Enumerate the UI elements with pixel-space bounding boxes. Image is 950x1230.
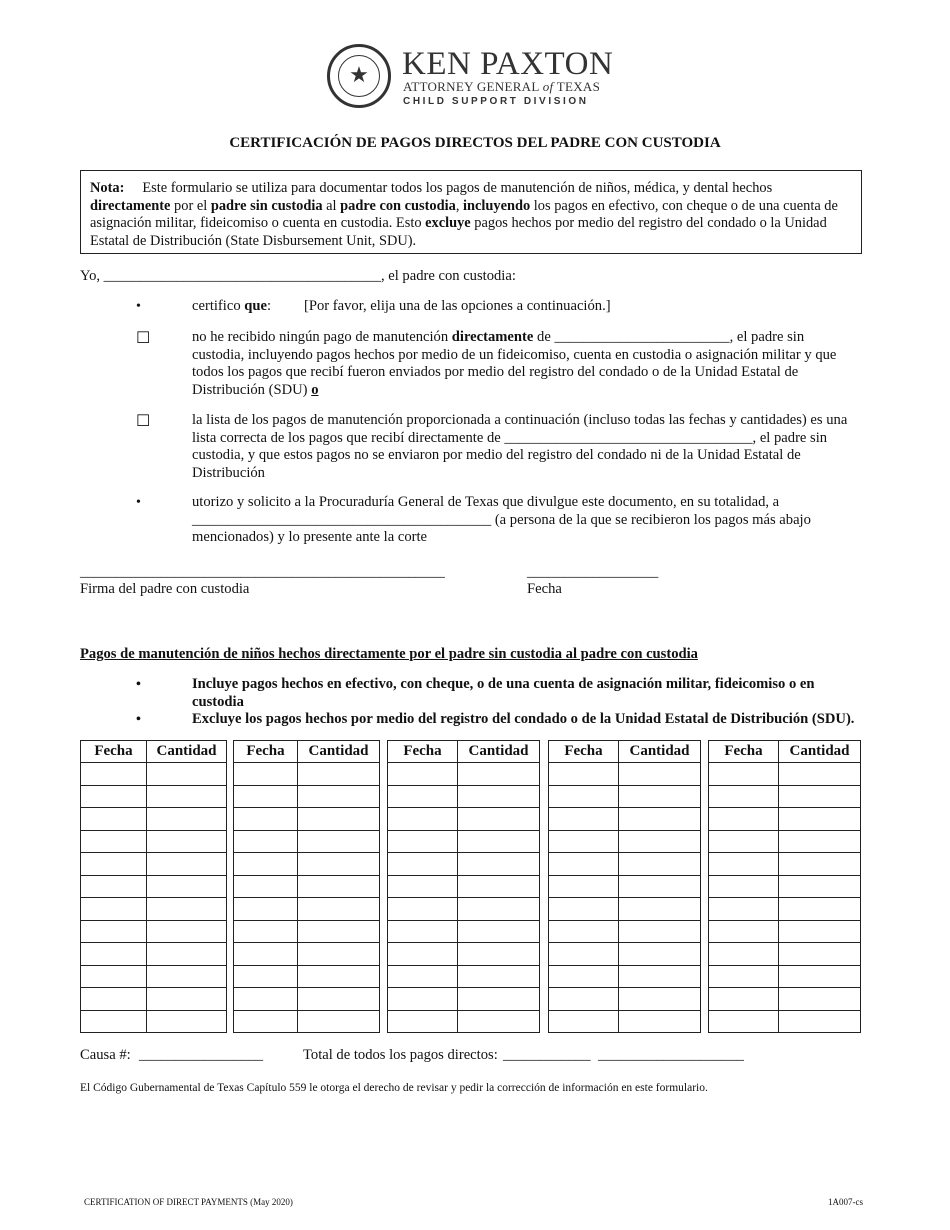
note-text: Este formulario se utiliza para documentar todos los pagos de manutención de niños, médica, y dental hechos — [142, 180, 773, 196]
note-bold-custodial: padre con custodia — [340, 197, 456, 214]
brand-name: KEN PAXTON — [402, 46, 614, 82]
amount-cell[interactable] — [619, 898, 701, 921]
amount-cell[interactable] — [458, 763, 540, 786]
date-cell[interactable] — [234, 943, 298, 966]
col-amount-header: Cantidad — [779, 741, 861, 763]
amount-cell[interactable] — [147, 875, 227, 898]
table-row — [709, 853, 861, 876]
amount-cell[interactable] — [779, 853, 861, 876]
table-row — [549, 943, 701, 966]
amount-cell[interactable] — [619, 920, 701, 943]
amount-cell[interactable] — [458, 898, 540, 921]
date-cell[interactable] — [549, 830, 619, 853]
date-cell[interactable] — [549, 1010, 619, 1033]
table-row — [234, 808, 380, 831]
option2-checkbox[interactable]: ☐ — [136, 413, 151, 430]
option1-line2: custodia, incluyendo pagos hechos por medio de un fideicomiso, cuenta en custodia o asignación militar y que — [192, 346, 837, 363]
option2-line4: Distribución — [192, 464, 265, 481]
table-row — [388, 1010, 540, 1033]
table-row — [549, 875, 701, 898]
date-cell[interactable] — [388, 853, 458, 876]
authorization-line2-end: (a persona de la que se recibieron los pagos más abajo — [491, 511, 811, 528]
amount-cell[interactable] — [779, 988, 861, 1011]
table-row — [234, 830, 380, 853]
amount-cell[interactable] — [779, 943, 861, 966]
amount-cell[interactable] — [298, 875, 380, 898]
date-cell[interactable] — [709, 875, 779, 898]
or-connector: o — [311, 381, 319, 398]
col-amount-header: Cantidad — [458, 741, 540, 763]
option1-line1-end: , el padre sin — [729, 329, 805, 345]
include-note — [192, 676, 882, 711]
date-cell[interactable] — [81, 920, 147, 943]
total-label: Total de todos los pagos directos: — [303, 1047, 498, 1063]
option1-checkbox[interactable]: ☐ — [136, 330, 151, 347]
date-cell[interactable] — [388, 898, 458, 921]
date-cell[interactable] — [709, 785, 779, 808]
amount-cell[interactable] — [298, 898, 380, 921]
payment-table-4 — [548, 740, 701, 1033]
amount-cell[interactable] — [147, 785, 227, 808]
bullet-icon: • — [136, 495, 141, 510]
date-cell[interactable] — [234, 785, 298, 808]
note-box — [80, 170, 862, 254]
table-row — [388, 943, 540, 966]
amount-cell[interactable] — [147, 965, 227, 988]
date-cell[interactable] — [234, 853, 298, 876]
amount-cell[interactable] — [147, 853, 227, 876]
table-row — [388, 920, 540, 943]
total-field-2[interactable]: ____________________ — [598, 1047, 744, 1063]
certify-colon: : — [266, 298, 272, 314]
col-date-header: Fecha — [81, 741, 147, 763]
certify-line — [192, 298, 271, 316]
table-row — [388, 853, 540, 876]
col-date-header: Fecha — [388, 741, 458, 763]
include-line2: custodia — [192, 693, 244, 710]
table-row — [234, 943, 380, 966]
table-row — [234, 920, 380, 943]
col-amount-header: Cantidad — [298, 741, 380, 763]
certify-hint: [Por favor, elija una de las opciones a continuación.] — [304, 298, 611, 314]
option2-line2-end: , el padre sin — [752, 429, 828, 446]
date-cell[interactable] — [549, 988, 619, 1011]
table-row — [81, 830, 227, 853]
amount-cell[interactable] — [779, 920, 861, 943]
table-row — [388, 875, 540, 898]
amount-cell[interactable] — [779, 785, 861, 808]
amount-cell[interactable] — [298, 830, 380, 853]
amount-cell[interactable] — [619, 808, 701, 831]
amount-cell[interactable] — [147, 1010, 227, 1033]
date-label: Fecha — [527, 581, 562, 597]
bullet-icon: • — [136, 299, 141, 314]
amount-cell[interactable] — [779, 898, 861, 921]
form-code: 1A007-cs — [828, 1197, 863, 1207]
date-cell[interactable] — [388, 808, 458, 831]
date-cell[interactable] — [388, 763, 458, 786]
date-cell[interactable] — [81, 853, 147, 876]
table-row — [709, 988, 861, 1011]
option1-text-a: no he recibido ningún pago de manutención — [192, 329, 452, 345]
authorization-text — [192, 494, 882, 547]
date-cell[interactable] — [549, 763, 619, 786]
table-row — [81, 785, 227, 808]
table-row — [81, 808, 227, 831]
table-row — [549, 965, 701, 988]
option2-line3: custodia, y que estos pagos no se enviaron por medio del registro del condado ni de la Unidad Estatal de — [192, 447, 801, 464]
star-icon: ★ — [349, 62, 369, 87]
note-text-3: al — [322, 197, 341, 214]
table-row — [81, 763, 227, 786]
amount-cell[interactable] — [147, 830, 227, 853]
amount-cell[interactable] — [619, 965, 701, 988]
date-cell[interactable] — [234, 988, 298, 1011]
amount-cell[interactable] — [458, 965, 540, 988]
payment-table-3 — [387, 740, 540, 1033]
col-amount-header: Cantidad — [619, 741, 701, 763]
col-date-header: Fecha — [709, 741, 779, 763]
date-cell[interactable] — [709, 1010, 779, 1033]
option1-line4 — [192, 382, 872, 400]
date-cell[interactable] — [549, 785, 619, 808]
date-cell[interactable] — [709, 808, 779, 831]
date-cell[interactable] — [81, 898, 147, 921]
payment-table-1 — [80, 740, 227, 1033]
table-row — [709, 763, 861, 786]
amount-cell[interactable] — [619, 830, 701, 853]
certify-text: certifico — [192, 298, 245, 314]
note-text-2: por el — [170, 197, 211, 214]
payment-table-5 — [708, 740, 861, 1033]
intro-suffix: , el padre con custodia: — [380, 268, 516, 284]
date-cell[interactable] — [709, 763, 779, 786]
date-cell[interactable] — [81, 943, 147, 966]
col-date-header: Fecha — [549, 741, 619, 763]
brand-title: ATTORNEY GENERAL of TEXAS — [403, 79, 601, 94]
amount-cell[interactable] — [779, 763, 861, 786]
table-row — [549, 763, 701, 786]
signature-field[interactable]: __________________________________________________ — [80, 564, 445, 580]
table-row — [549, 808, 701, 831]
amount-cell[interactable] — [458, 1010, 540, 1033]
table-row — [81, 898, 227, 921]
note-text-5: los pagos en efectivo, con cheque o de una cuenta de asignación militar, fideicomiso o cuenta en custodia. Esto — [90, 197, 838, 232]
date-cell[interactable] — [709, 830, 779, 853]
amount-cell[interactable] — [298, 943, 380, 966]
payment-table-2 — [233, 740, 380, 1033]
option2-line1: la lista de los pagos de manutención proporcionada a continuación (incluso todas las fechas y cantidades) es una — [192, 412, 848, 428]
table-row — [388, 830, 540, 853]
option1-line3: todos los pagos que recibí fueron enviados por medio del registro del condado o de la Unidad Estatal de — [192, 364, 799, 381]
table-row — [549, 785, 701, 808]
option1-text — [192, 329, 872, 399]
table-row — [234, 898, 380, 921]
amount-cell[interactable] — [779, 875, 861, 898]
intro-line — [80, 268, 516, 286]
table-row — [81, 853, 227, 876]
date-cell[interactable] — [388, 875, 458, 898]
table-row — [709, 830, 861, 853]
amount-cell[interactable] — [619, 943, 701, 966]
amount-cell[interactable] — [458, 943, 540, 966]
amount-cell[interactable] — [779, 830, 861, 853]
col-amount-header: Cantidad — [147, 741, 227, 763]
date-cell[interactable] — [549, 875, 619, 898]
note-bold-directly: directamente — [90, 197, 171, 214]
table-row — [709, 808, 861, 831]
date-cell[interactable] — [388, 988, 458, 1011]
amount-cell[interactable] — [458, 808, 540, 831]
amount-cell[interactable] — [458, 785, 540, 808]
table-row — [81, 1010, 227, 1033]
date-cell[interactable] — [549, 920, 619, 943]
date-cell[interactable] — [388, 965, 458, 988]
table-row — [81, 875, 227, 898]
table-row — [549, 853, 701, 876]
table-row — [388, 763, 540, 786]
date-cell[interactable] — [234, 898, 298, 921]
certify-bold: que — [244, 298, 267, 314]
amount-cell[interactable] — [147, 920, 227, 943]
date-cell[interactable] — [81, 1010, 147, 1033]
amount-cell[interactable] — [779, 965, 861, 988]
option2-line2-text: lista correcta de los pagos que recibí directamente de — [192, 429, 505, 446]
amount-cell[interactable] — [147, 763, 227, 786]
amount-cell[interactable] — [298, 808, 380, 831]
amount-cell[interactable] — [619, 875, 701, 898]
date-cell[interactable] — [709, 853, 779, 876]
option1-line4-text: Distribución (SDU) — [192, 381, 312, 398]
table-row — [81, 988, 227, 1011]
date-cell[interactable] — [709, 898, 779, 921]
amount-cell[interactable] — [147, 898, 227, 921]
amount-cell[interactable] — [458, 988, 540, 1011]
cause-label: Causa #: — [80, 1047, 131, 1063]
amount-cell[interactable] — [619, 1010, 701, 1033]
note-bold-including: incluyendo — [463, 197, 531, 214]
table-row — [388, 898, 540, 921]
date-cell[interactable] — [388, 943, 458, 966]
table-row — [234, 785, 380, 808]
table-row — [709, 785, 861, 808]
amount-cell[interactable] — [619, 785, 701, 808]
table-row — [388, 785, 540, 808]
table-row — [549, 898, 701, 921]
table-row — [549, 988, 701, 1011]
date-cell[interactable] — [234, 808, 298, 831]
table-row — [549, 1010, 701, 1033]
table-row — [388, 988, 540, 1011]
table-row — [234, 965, 380, 988]
amount-cell[interactable] — [458, 875, 540, 898]
amount-cell[interactable] — [779, 1010, 861, 1033]
date-cell[interactable] — [81, 988, 147, 1011]
amount-cell[interactable] — [298, 763, 380, 786]
table-row — [388, 965, 540, 988]
authorization-line3: mencionados) y lo presente ante la corte — [192, 529, 428, 546]
amount-cell[interactable] — [147, 808, 227, 831]
cause-number-field[interactable]: _________________ — [139, 1047, 264, 1063]
authorization-line1: utorizo y solicito a la Procuraduría General de Texas que divulgue este documento, en su totalidad, a — [192, 494, 780, 510]
option2-line2 — [192, 430, 882, 448]
amount-cell[interactable] — [779, 808, 861, 831]
date-cell[interactable] — [388, 920, 458, 943]
date-cell[interactable] — [388, 1010, 458, 1033]
amount-cell[interactable] — [298, 920, 380, 943]
table-row — [709, 898, 861, 921]
amount-cell[interactable] — [298, 1010, 380, 1033]
date-cell[interactable] — [549, 808, 619, 831]
custodial-name-field[interactable]: ______________________________________ — [103, 268, 381, 284]
amount-cell[interactable] — [458, 853, 540, 876]
date-cell[interactable] — [709, 943, 779, 966]
authorization-line2 — [192, 512, 882, 530]
option1-bold: directamente — [451, 329, 534, 345]
legal-notice: El Código Gubernamental de Texas Capítulo 559 le otorga el derecho de revisar y pedir la corrección de información en este formulario. — [80, 1082, 708, 1094]
ag-seal-logo — [327, 44, 391, 108]
col-date-header: Fecha — [234, 741, 298, 763]
table-row — [709, 1010, 861, 1033]
date-cell[interactable] — [549, 965, 619, 988]
recipient-name-field[interactable]: _________________________________________ — [192, 511, 492, 528]
date-cell[interactable] — [709, 965, 779, 988]
date-cell[interactable] — [549, 943, 619, 966]
option2-text — [192, 412, 882, 482]
amount-cell[interactable] — [298, 965, 380, 988]
amount-cell[interactable] — [298, 853, 380, 876]
date-cell[interactable] — [234, 920, 298, 943]
table-row — [234, 853, 380, 876]
table-row — [81, 965, 227, 988]
date-cell[interactable] — [388, 785, 458, 808]
option1-text-b: de — [533, 329, 555, 345]
date-cell[interactable] — [81, 808, 147, 831]
exclude-note: Excluye los pagos hechos por medio del registro del condado o de la Unidad Estatal de Distribución (SDU). — [192, 711, 855, 727]
total-field-1[interactable]: ____________ — [503, 1047, 591, 1063]
bullet-icon: • — [136, 712, 141, 727]
table-row — [234, 988, 380, 1011]
brand-division: CHILD SUPPORT DIVISION — [403, 96, 589, 107]
date-cell[interactable] — [549, 853, 619, 876]
date-cell[interactable] — [234, 1010, 298, 1033]
noncustodial-name-field-2[interactable]: __________________________________ — [504, 429, 753, 446]
date-cell[interactable] — [234, 830, 298, 853]
table-row — [81, 920, 227, 943]
date-cell[interactable] — [81, 763, 147, 786]
noncustodial-name-field-1[interactable]: ________________________ — [554, 329, 730, 345]
form-name: CERTIFICATION OF DIRECT PAYMENTS (May 2020) — [84, 1197, 293, 1207]
date-cell[interactable] — [549, 898, 619, 921]
amount-cell[interactable] — [458, 920, 540, 943]
date-cell[interactable] — [81, 830, 147, 853]
page-title: CERTIFICACIÓN DE PAGOS DIRECTOS DEL PADRE CON CUSTODIA — [229, 135, 721, 151]
option1-line1 — [192, 329, 872, 347]
seal-inner-ring — [338, 55, 380, 97]
intro-prefix: Yo, — [80, 268, 104, 284]
note-label: Nota: — [90, 180, 125, 196]
amount-cell[interactable] — [298, 988, 380, 1011]
payments-heading: Pagos de manutención de niños hechos directamente por el padre sin custodia al padre con custodia — [80, 646, 698, 662]
table-row — [709, 875, 861, 898]
table-row — [549, 920, 701, 943]
table-row — [549, 830, 701, 853]
table-row — [709, 965, 861, 988]
date-cell[interactable] — [234, 875, 298, 898]
include-line1: Incluye pagos hechos en efectivo, con cheque, o de una cuenta de asignación militar, fideicomiso o en — [192, 676, 815, 692]
date-cell[interactable] — [709, 920, 779, 943]
amount-cell[interactable] — [458, 830, 540, 853]
table-row — [709, 943, 861, 966]
amount-cell[interactable] — [619, 763, 701, 786]
date-cell[interactable] — [81, 785, 147, 808]
table-row — [81, 943, 227, 966]
date-cell[interactable] — [388, 830, 458, 853]
amount-cell[interactable] — [298, 785, 380, 808]
note-bold-excludes: excluye — [425, 215, 471, 232]
date-cell[interactable] — [81, 875, 147, 898]
table-row — [234, 1010, 380, 1033]
bullet-icon: • — [136, 677, 141, 692]
note-bold-noncustodial: padre sin custodia — [210, 197, 323, 214]
date-cell[interactable] — [709, 988, 779, 1011]
amount-cell[interactable] — [147, 988, 227, 1011]
date-cell[interactable] — [234, 763, 298, 786]
amount-cell[interactable] — [619, 988, 701, 1011]
signature-label: Firma del padre con custodia — [80, 581, 250, 597]
table-row — [234, 875, 380, 898]
date-cell[interactable] — [234, 965, 298, 988]
note-text-4: , — [455, 197, 464, 214]
date-cell[interactable] — [81, 965, 147, 988]
table-row — [234, 763, 380, 786]
date-field[interactable]: __________________ — [527, 564, 659, 580]
table-row — [709, 920, 861, 943]
note-text-6: pagos hechos por medio del registro del condado o la Unidad Estatal de Distribución (State Disbursement Unit, SDU). — [90, 215, 827, 249]
table-row — [388, 808, 540, 831]
amount-cell[interactable] — [619, 853, 701, 876]
amount-cell[interactable] — [147, 943, 227, 966]
